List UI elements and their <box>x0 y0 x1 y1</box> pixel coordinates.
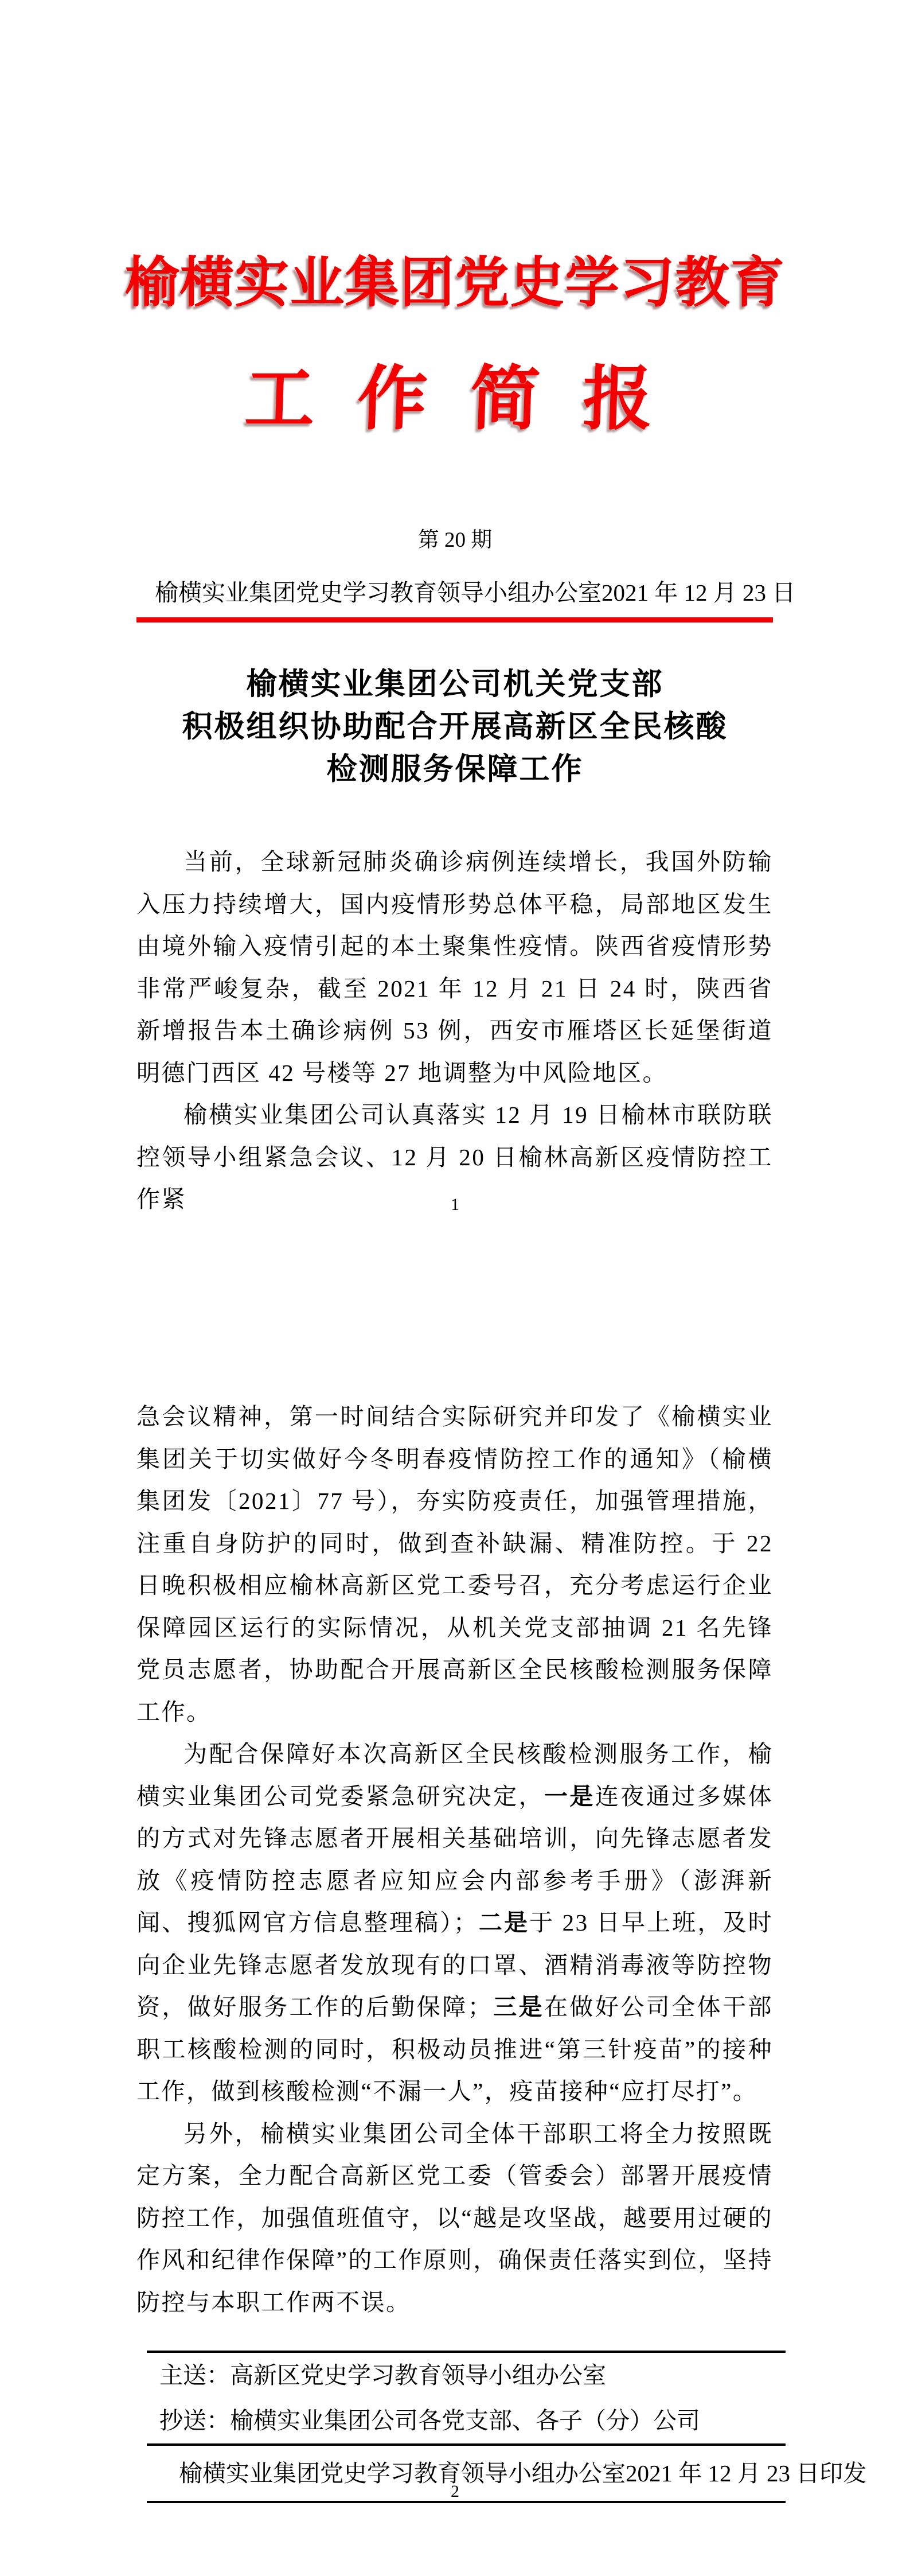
red-divider-rule <box>136 617 773 622</box>
article-title-line-2: 积极组织协助配合开展高新区全民核酸 <box>182 710 728 744</box>
body-paragraph: 当前，全球新冠肺炎确诊病例连续增长，我国外防输入压力持续增大，国内疫情形势总体平稳，局部地区发生由境外输入疫情引起的本土聚集性疫情。陕西省疫情形势非常严峻复杂，截至 2021 年 12 月 21 日 24 时，陕西省新增报告本土确诊病例 53 例，西安市雁塔区长延堡街道明德门西区 42 号楼等 27 地调整为中风险地区。 <box>136 849 773 1086</box>
masthead-org-title: 榆横实业集团党史学习教育 <box>124 252 786 313</box>
main-send-value: 高新区党史学习教育领导小组办公室 <box>230 2362 606 2388</box>
issue-number: 第 20 期 <box>417 528 493 552</box>
print-date: 2021 年 12 月 23 日印发 <box>626 2460 867 2486</box>
footer-distribution-box <box>147 2351 867 2503</box>
main-send-row <box>147 2353 786 2398</box>
body-paragraph: 为配合保障好本次高新区全民核酸检测服务工作，榆横实业集团公司党委紧急研究决定，一是连夜通过多媒体的方式对先锋志愿者开展相关基础培训，向先锋志愿者发放《疫情防控志愿者应知应会内部参考手册》（澎湃新闻、搜狐网官方信息整理稿）；二是于 23 日早上班，及时向企业先锋志愿者发放现有的口罩、酒精消毒液等防控物资，做好服务工作的后勤保障；三是在做好公司全体干部职工核酸检测的同时，积极动员推进“第三针疫苗”的接种工作，做到核酸检测“不漏一人”，疫苗接种“应打尽打”。 <box>136 1741 774 2104</box>
page-number-1: 1 <box>451 1195 459 1214</box>
page-number-2: 2 <box>451 2482 459 2501</box>
masthead-bulletin-title: 工 作 简 报 <box>243 361 667 438</box>
article-title-line-3: 检测服务保障工作 <box>326 753 584 786</box>
print-office: 榆横实业集团党史学习教育领导小组办公室 <box>179 2460 626 2486</box>
main-send-label: 主送： <box>159 2362 230 2388</box>
body-paragraph: 急会议精神，第一时间结合实际研究并印发了《榆横实业集团关于切实做好今冬明春疫情防控工作的通知》（榆横集团发〔2021〕77 号），夯实防疫责任，加强管理措施，注重自身防护的同时，做到查补缺漏、精准防控。于 22 日晚积极相应榆林高新区党工委号召，充分考虑运行企业保障园区运行的实际情况，从机关党支部抽调 21 名先锋党员志愿者，协助配合开展高新区全民核酸检测服务保障工作。 <box>136 1403 773 1725</box>
copy-send-row <box>147 2398 786 2443</box>
body-paragraph: 榆横实业集团公司认真落实 12 月 19 日榆林市联防联控领导小组紧急会议、12 月 20 日榆林高新区疫情防控工作紧 <box>136 1102 773 1212</box>
issue-date: 2021 年 12 月 23 日 <box>602 579 796 606</box>
issuing-office: 榆横实业集团党史学习教育领导小组办公室 <box>155 579 602 606</box>
page1-body <box>136 841 773 1221</box>
copy-send-value: 榆横实业集团公司各党支部、各子（分）公司 <box>230 2407 700 2434</box>
body-paragraph: 另外，榆横实业集团公司全体干部职工将全力按照既定方案，全力配合高新区党工委（管委会）部署开展疫情防控工作，加强值班值守，以“越是攻坚战，越要用过硬的作风和纪律作保障”的工作原则，确保责任落实到位，坚持防控与本职工作两不误。 <box>136 2120 773 2316</box>
masthead-info-row <box>136 578 796 607</box>
footer-send-rows <box>147 2353 786 2446</box>
article-title <box>0 663 910 791</box>
article-title-line-1: 榆横实业集团公司机关党支部 <box>246 668 664 701</box>
page2-body <box>136 1396 773 2324</box>
copy-send-label: 抄送： <box>159 2407 230 2434</box>
